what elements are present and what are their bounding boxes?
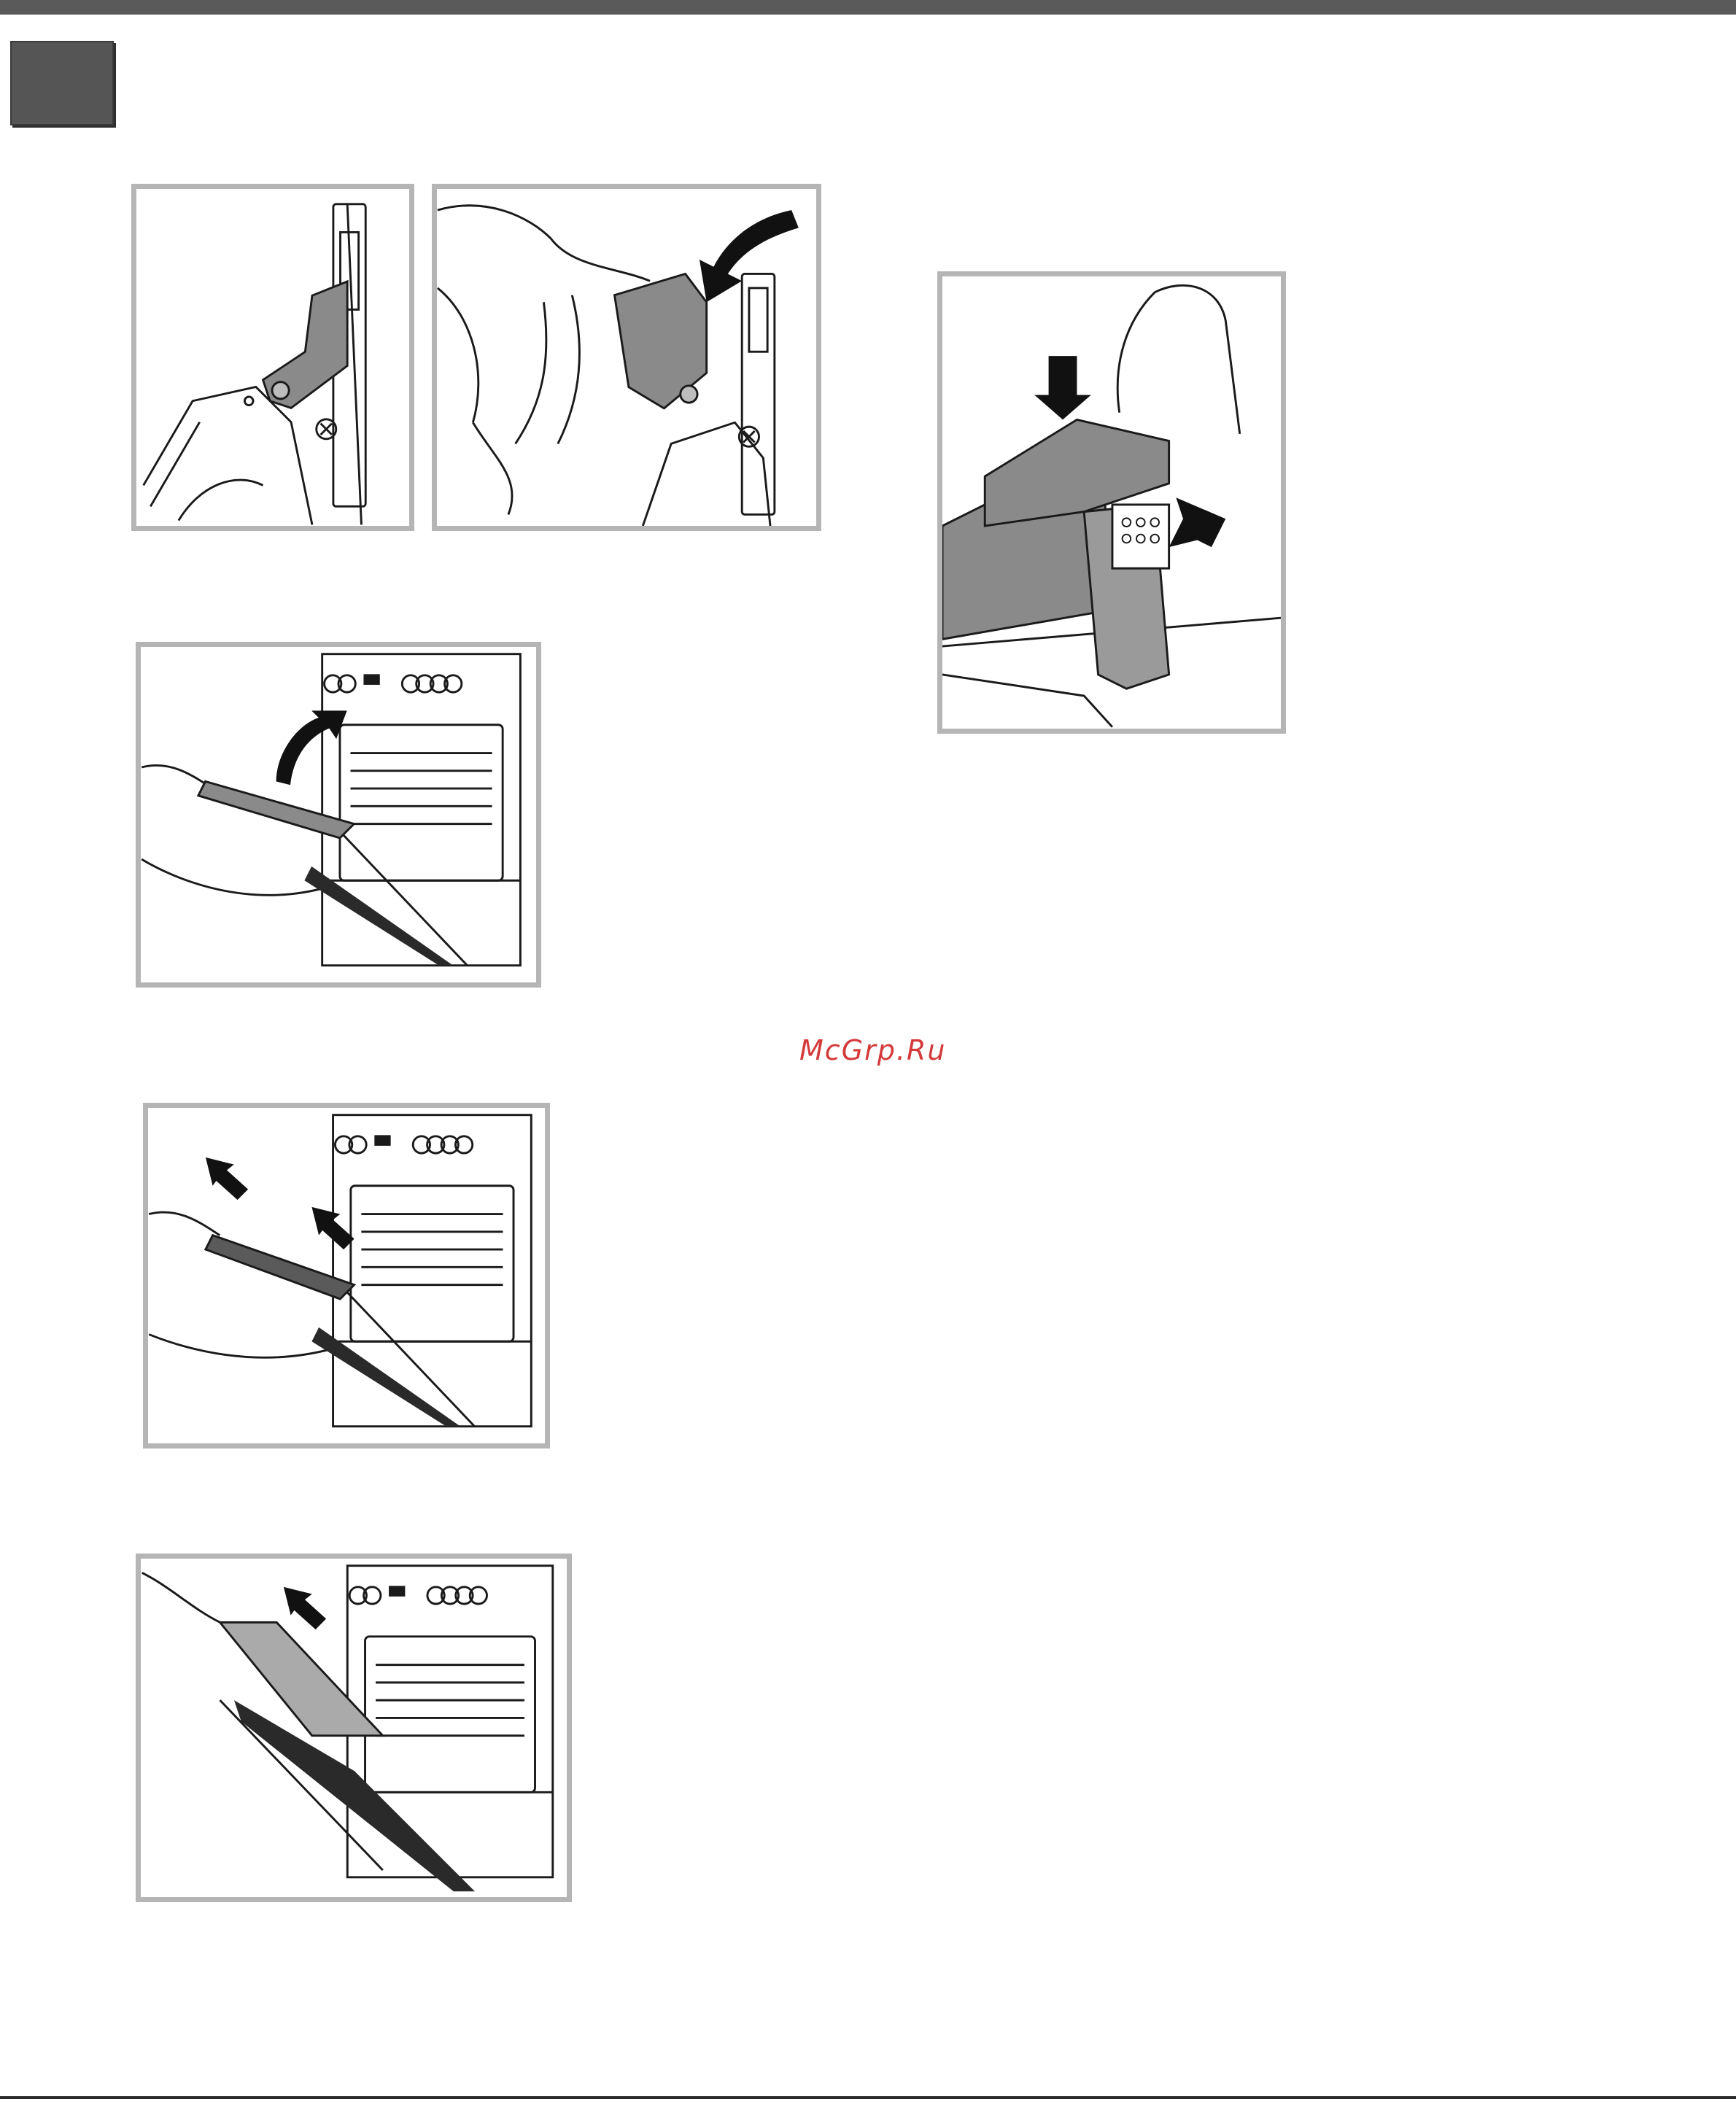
watermark-text: McGrp.Ru xyxy=(799,1034,947,1066)
hand-press-latch-illustration xyxy=(437,189,816,526)
footer-rule xyxy=(0,2096,1736,2099)
section-tab xyxy=(10,41,114,125)
clip-press-illustration xyxy=(942,276,1281,729)
figure-oven-door-glass-remove xyxy=(136,1554,572,1902)
oven-trim-lift-illustration xyxy=(141,647,536,982)
figure-hinge-latch-closed xyxy=(131,184,414,531)
arrow-left-icon xyxy=(1169,497,1226,547)
hinge-latch-icon xyxy=(136,189,409,526)
figure-oven-door-trim-pull xyxy=(143,1103,550,1448)
arrow-curved-up-icon xyxy=(276,710,347,785)
arrow-diagonal-icon xyxy=(206,1157,248,1200)
arrow-diagonal-icon-3 xyxy=(284,1587,326,1629)
header-rule xyxy=(0,0,1736,15)
figure-door-trim-clip-press xyxy=(937,271,1286,734)
figure-hinge-latch-press xyxy=(432,184,821,531)
oven-glass-remove-illustration xyxy=(141,1559,567,1897)
arrow-down-icon xyxy=(1034,356,1091,419)
oven-trim-pull-illustration xyxy=(148,1108,545,1443)
figure-oven-door-trim-lift xyxy=(136,642,541,988)
